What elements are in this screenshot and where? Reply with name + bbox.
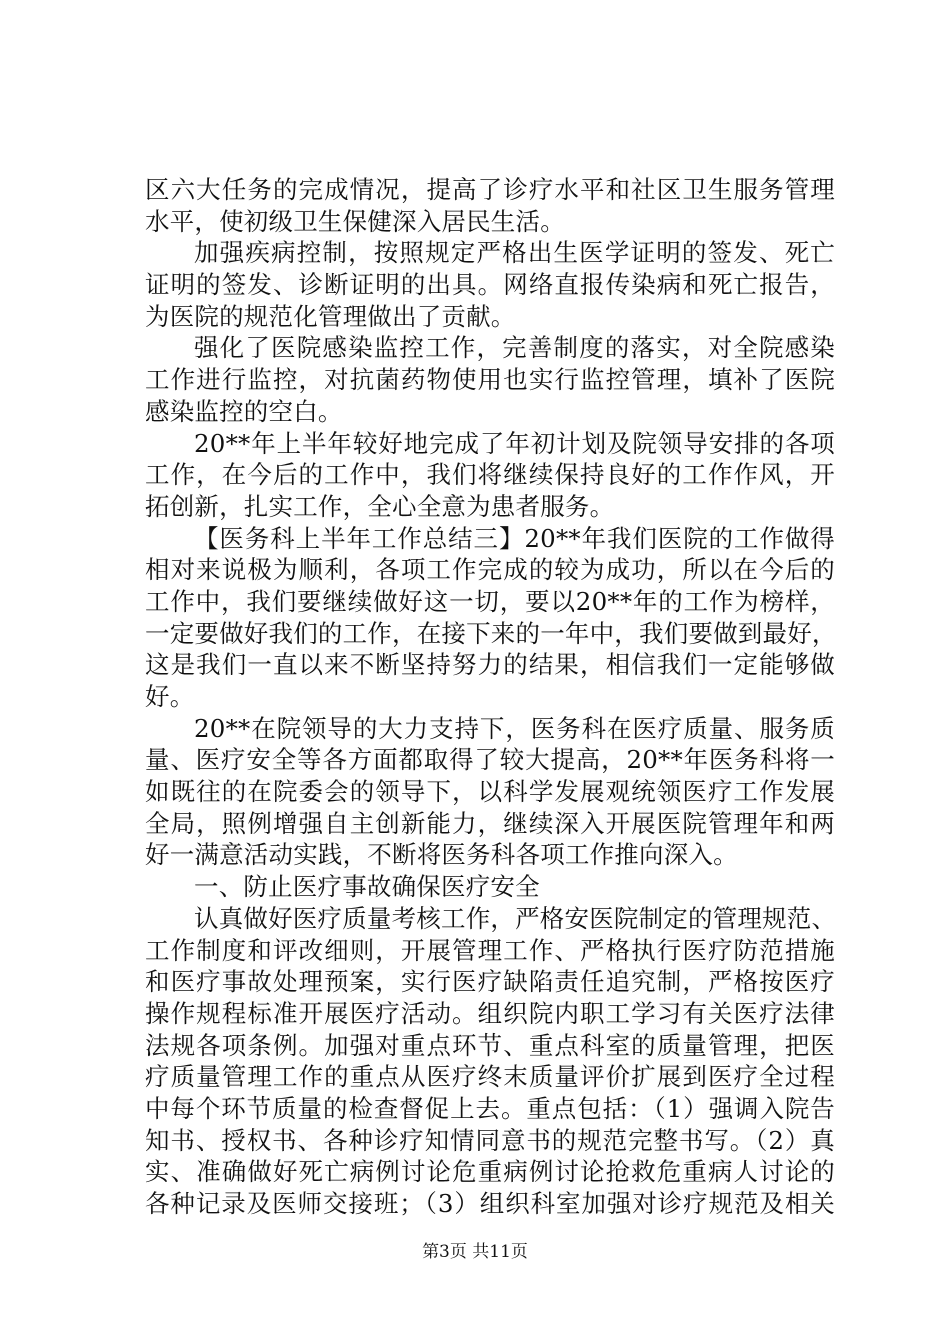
paragraph-first-line: 加强疾病控制，按照规定严格出生医学证明的签发、死亡 — [194, 238, 835, 268]
paragraph-first-line: 20**在院领导的大力支持下，医务科在医疗质量、服务质 — [194, 713, 835, 743]
text-line: 区六大任务的完成情况，提高了诊疗水平和社区卫生服务管理 — [145, 175, 835, 204]
paragraph-first-line: 一、防止医疗事故确保医疗安全 — [194, 872, 540, 902]
text-line: 水平，使初级卫生保健深入居民生活。 — [145, 206, 565, 236]
text-line: 工作制度和评改细则，开展管理工作、严格执行医疗防范措施 — [145, 935, 835, 965]
text-line: 这是我们一直以来不断坚持努力的结果，相信我们一定能够做 — [145, 650, 835, 680]
paragraph-first-line: 强化了医院感染监控工作，完善制度的落实，对全院感染 — [194, 333, 835, 363]
page-footer: 第3页 共11页 — [422, 1242, 528, 1262]
text-line: 和医疗事故处理预案，实行医疗缺陷责任追究制，严格按医疗 — [145, 967, 835, 997]
text-line: 拓创新，扎实工作，全心全意为患者服务。 — [145, 491, 615, 521]
text-line: 实、准确做好死亡病例讨论危重病例讨论抢救危重病人讨论的 — [145, 1157, 835, 1187]
text-line: 工作中，我们要继续做好这一切，要以20**年的工作为榜样， — [145, 586, 835, 616]
text-line: 工作进行监控，对抗菌药物使用也实行监控管理，填补了医院 — [145, 365, 835, 395]
text-line: 知书、授权书、各种诊疗知情同意书的规范完整书写。（2）真 — [145, 1125, 835, 1155]
text-line: 中每个环节质量的检查督促上去。重点包括：（1）强调入院告 — [145, 1093, 835, 1123]
text-line: 证明的签发、诊断证明的出具。网络直报传染病和死亡报告， — [145, 270, 835, 300]
document-body — [145, 174, 835, 1220]
text-line: 如既往的在院委会的领导下，以科学发展观统领医疗工作发展 — [145, 777, 835, 807]
text-line: 全局，照例增强自主创新能力，继续深入开展医院管理年和两 — [145, 808, 835, 838]
paragraph-first-line: 【医务科上半年工作总结三】20**年我们医院的工作做得 — [194, 523, 835, 553]
text-line: 感染监控的空白。 — [145, 396, 343, 426]
text-line: 为医院的规范化管理做出了贡献。 — [145, 301, 516, 331]
paragraph-first-line: 认真做好医疗质量考核工作，严格安医院制定的管理规范、 — [194, 903, 837, 933]
text-line: 各种记录及医师交接班；（3）组织科室加强对诊疗规范及相关 — [145, 1189, 835, 1218]
text-line: 工作，在今后的工作中，我们将继续保持良好的工作作风，开 — [145, 460, 835, 490]
text-line: 操作规程标准开展医疗活动。组织院内职工学习有关医疗法律 — [145, 998, 835, 1028]
text-line: 相对来说极为顺利，各项工作完成的较为成功，所以在今后的 — [145, 555, 835, 585]
text-line: 好一满意活动实践，不断将医务科各项工作推向深入。 — [145, 840, 738, 870]
paragraph-first-line: 20**年上半年较好地完成了年初计划及院领导安排的各项 — [194, 428, 835, 458]
text-line: 一定要做好我们的工作，在接下来的一年中，我们要做到最好， — [145, 618, 837, 648]
text-line: 法规各项条例。加强对重点环节、重点科室的质量管理，把医 — [145, 1030, 835, 1060]
text-line: 好。 — [145, 682, 195, 711]
text-line: 疗质量管理工作的重点从医疗终末质量评价扩展到医疗全过程 — [145, 1062, 835, 1092]
text-line: 量、医疗安全等各方面都取得了较大提高，20**年医务科将一 — [145, 745, 835, 775]
